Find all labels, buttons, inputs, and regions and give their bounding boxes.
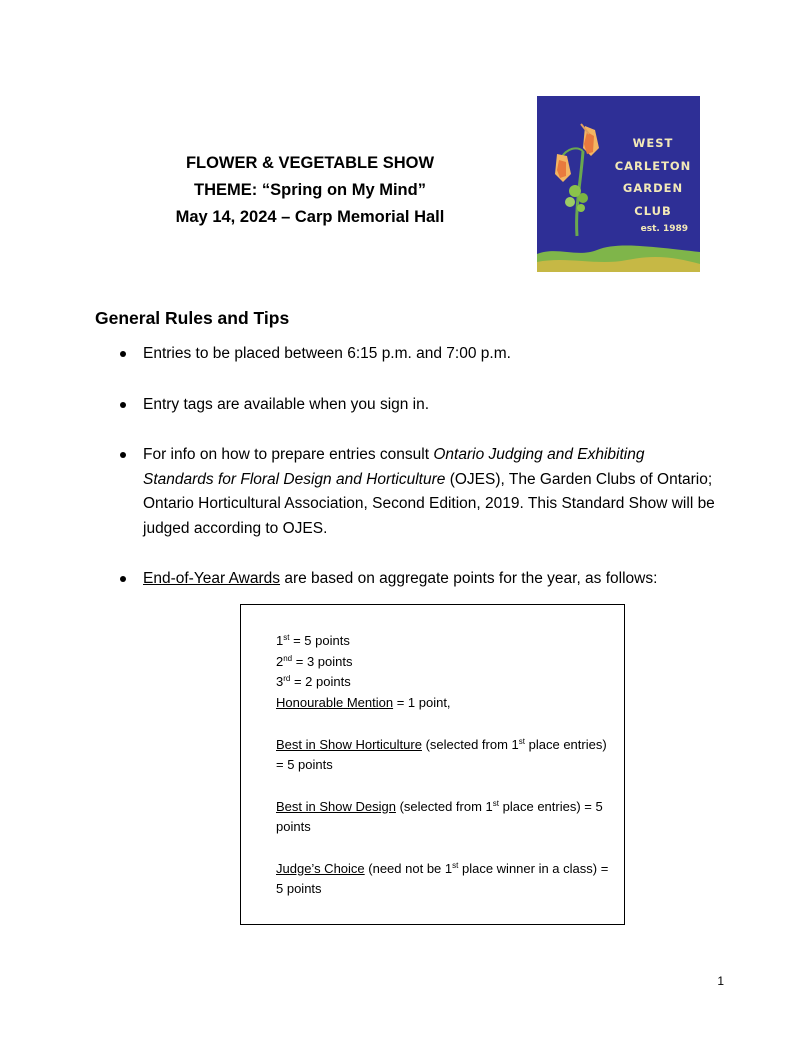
club-name bbox=[614, 132, 692, 222]
bullet-icon bbox=[120, 351, 126, 357]
bullet-icon bbox=[120, 576, 126, 582]
rules-list bbox=[115, 342, 715, 618]
club-name-line: GARDEN bbox=[622, 181, 684, 195]
page-number: 1 bbox=[717, 974, 724, 988]
rule-text: are based on aggregate points for the year, as follows: bbox=[280, 570, 658, 587]
club-established: est. 1989 bbox=[640, 224, 688, 234]
list-item bbox=[115, 393, 715, 418]
list-item bbox=[115, 567, 715, 592]
rule-text: Entries to be placed between 6:15 p.m. and 7:00 p.m. bbox=[143, 345, 511, 362]
show-theme: THEME: “Spring on My Mind” bbox=[194, 181, 426, 199]
rule-text: For info on how to prepare entries consult bbox=[143, 446, 434, 463]
club-logo bbox=[537, 96, 700, 272]
show-title-line: FLOWER & VEGETABLE SHOW bbox=[185, 154, 435, 172]
section-heading: General Rules and Tips bbox=[95, 308, 290, 328]
points-best-design: Best in Show Design (selected from 1st place entries) = 5 points bbox=[276, 798, 603, 835]
points-second: 2nd = 3 points bbox=[276, 653, 353, 669]
awards-label: End-of-Year Awards bbox=[143, 570, 281, 587]
club-name-line: CLUB bbox=[634, 203, 672, 218]
points-honourable-mention: Honourable Mention = 1 point, bbox=[276, 695, 451, 711]
club-name-line: CARLETON bbox=[614, 158, 692, 173]
list-item bbox=[115, 342, 715, 367]
points-first: 1st = 5 points bbox=[276, 633, 350, 648]
show-date-location: May 14, 2024 – Carp Memorial Hall bbox=[175, 208, 445, 226]
bullet-icon bbox=[120, 402, 126, 408]
standards-title: Ontario Judging and Exhibiting Standards for Floral Design and Horticulture bbox=[143, 446, 645, 488]
show-title bbox=[130, 150, 490, 231]
points-best-horticulture: Best in Show Horticulture (selected from 1st place entries) = 5 points bbox=[276, 736, 607, 773]
list-item bbox=[115, 443, 715, 541]
rule-text: (OJES), The Garden Clubs of Ontario; Ontario Horticultural Association, Second Edition, 2019. This Standard Show will be judged according to OJES. bbox=[143, 470, 715, 537]
rule-text: Entry tags are available when you sign in. bbox=[143, 395, 430, 413]
points-box bbox=[240, 604, 625, 925]
bullet-icon bbox=[120, 452, 126, 458]
club-name-line: WEST bbox=[632, 136, 674, 150]
points-judges-choice: Judge’s Choice (need not be 1st place winner in a class) = 5 points bbox=[276, 860, 609, 897]
points-third: 3rd = 2 points bbox=[276, 674, 351, 690]
